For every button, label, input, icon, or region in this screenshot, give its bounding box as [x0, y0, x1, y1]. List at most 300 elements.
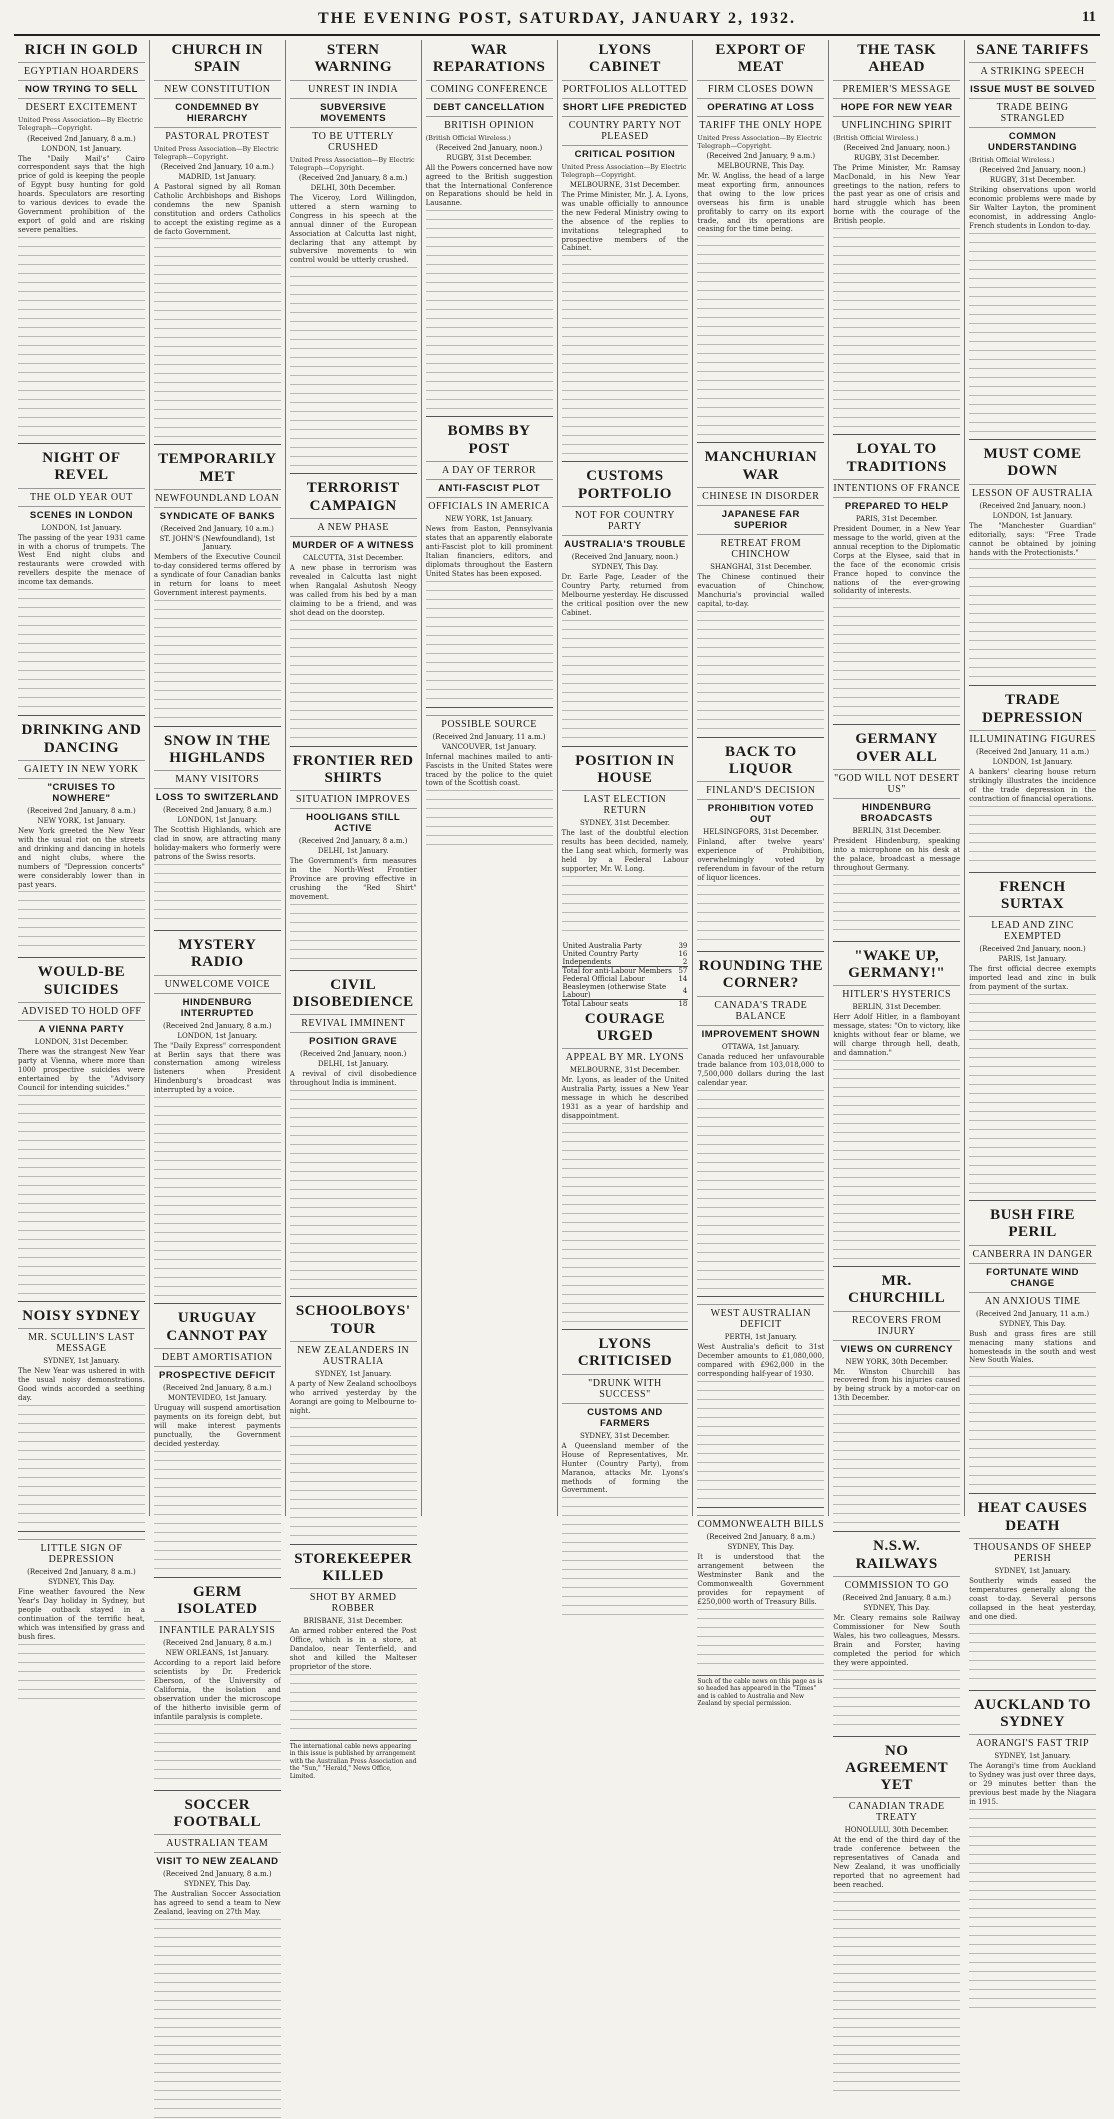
article — [154, 1790, 281, 2119]
article-text-lines — [154, 1097, 281, 1297]
article — [833, 1531, 960, 1729]
article-text-lines — [290, 1674, 417, 1734]
article-text-lines — [562, 1497, 689, 1617]
dateline: MELBOURNE, This Day. — [717, 161, 805, 170]
article-subheading: "DRUNK WITH SUCCESS" — [562, 1374, 689, 1400]
article-text-lines — [426, 790, 553, 850]
article — [697, 442, 824, 730]
received-time: (Received 2nd January, 8 a.m.) — [298, 173, 408, 182]
article-headline: SANE TARIFFS — [976, 42, 1089, 58]
dateline: PERTH, 1st January. — [724, 1333, 797, 1342]
dateline: SYDNEY, This Day. — [863, 1603, 931, 1612]
article-text-lines — [154, 864, 281, 924]
article-body: Uruguay will suspend amortisation payments on its foreign debt, but will make interest payments punctually, the Government decided yesterday. — [153, 1403, 281, 1448]
wire-credit: (British Official Wireless.) — [969, 156, 1055, 165]
article-subheading: UNREST IN INDIA — [290, 80, 417, 95]
article — [833, 1266, 960, 1525]
received-time: (Received 2nd January, noon.) — [979, 945, 1086, 954]
dateline: LONDON, 1st January. — [41, 523, 122, 532]
article-body: The Scottish Highlands, which are clad in snow, are attracting many holiday-makers who formerly were patrons of the Swiss resorts. — [153, 826, 281, 862]
article — [562, 1329, 689, 1617]
dateline: SYDNEY, 31st December. — [580, 1431, 670, 1440]
received-time: (Received 2nd January, 10 a.m.) — [160, 162, 274, 171]
table-row — [562, 942, 689, 950]
article-subheading: CRITICAL POSITION — [562, 145, 689, 160]
seat-count: 14 — [678, 974, 688, 983]
article-headline: EXPORT OF MEAT — [715, 42, 807, 76]
article — [969, 1493, 1096, 1683]
received-time: (Received 2nd January, 11 a.m.) — [976, 747, 1090, 756]
dateline: RUGBY, 31st December. — [446, 153, 532, 162]
article-headline: BOMBS BY POST — [447, 423, 531, 457]
article-text-lines — [290, 267, 417, 467]
article-subheading: INTENTIONS OF FRANCE — [833, 479, 960, 494]
received-time: (Received 2nd January, 9 a.m.) — [706, 151, 816, 160]
article-subheading: SHORT LIFE PREDICTED — [562, 98, 689, 113]
article-headline: CUSTOMS PORTFOLIO — [577, 468, 672, 502]
article-headline: MANCHURIAN WAR — [704, 449, 818, 483]
article — [290, 42, 417, 467]
received-time: (Received 2nd January, 11 a.m.) — [976, 1309, 1090, 1318]
article-headline: LYONS CRITICISED — [577, 1336, 673, 1370]
article-headline: URUGUAY CANNOT PAY — [166, 1310, 269, 1344]
article — [426, 42, 553, 410]
article — [697, 42, 824, 436]
article — [154, 1577, 281, 1784]
article-body: The "Daily Mail's" Cairo correspondent says that the high price of gold is keeping the people of Egypt busy hunting for gold hoards. Speculators are resorting to various devices to evade the Government prohibition of the export of gold and are risking severe penalties. — [18, 154, 145, 235]
article-body: Canada reduced her unfavourable trade balance from 103,018,000 to 7,500,000 dollars during the last calendar year. — [697, 1052, 825, 1088]
dateline: SYDNEY, 31st December. — [580, 819, 670, 828]
dateline: CALCUTTA, 31st December. — [303, 553, 404, 562]
received-time: (Received 2nd January, noon.) — [843, 143, 950, 152]
article-body: New York greeted the New Year with the usual riot on the streets and drinking and dancing in hotels and night clubs, where the numbers of "Depression concerts" were considerably lower than in past years. — [18, 826, 145, 889]
column-8 — [965, 40, 1100, 1807]
article-text-lines — [290, 620, 417, 740]
article-subheading: TO BE UTTERLY CRUSHED — [290, 127, 417, 153]
article-headline: STERN WARNING — [314, 42, 393, 76]
dateline: SYDNEY, 1st January. — [994, 1752, 1071, 1761]
dateline: SYDNEY, 1st January. — [43, 1356, 120, 1365]
article-body: An armed robber entered the Post Office, which is in a store, at Dandaloo, near Tenterfield, and shot and killed the Malteser proprietor of the store. — [289, 1627, 417, 1671]
article-subheading: AUSTRALIA'S TROUBLE — [562, 535, 689, 550]
article-headline: SNOW IN THE HIGHLANDS — [163, 732, 271, 766]
article-body: The passing of the year 1931 came in with a chorus of trumpets. The West End night clubs and restaurants were crowded with revellers despite the menace of income tax demands. — [18, 533, 145, 587]
article-headline: RICH IN GOLD — [24, 42, 139, 58]
article-subheading: RECOVERS FROM INJURY — [833, 1311, 960, 1337]
article-subheading: GAIETY IN NEW YORK — [18, 760, 145, 775]
article-subheading: A DAY OF TERROR — [426, 461, 553, 476]
article-headline: GERMANY OVER ALL — [855, 731, 939, 765]
column-4 — [422, 40, 558, 1516]
dateline: LONDON, 1st January. — [177, 1031, 258, 1040]
dateline: MADRID, 1st January. — [178, 172, 257, 181]
masthead — [14, 6, 1100, 36]
wire-credit: (British Official Wireless.) — [833, 133, 919, 142]
article-body: The "Manchester Guardian" editorially, says: "Free Trade cannot be obtained by joining hands with the Protectionists." — [969, 521, 1096, 557]
article — [426, 416, 553, 700]
wire-credit: United Press Association—By Electric Telegraph—Copyright. — [697, 133, 823, 150]
article-text-lines — [833, 1060, 960, 1260]
article-subheading: APPEAL BY MR. LYONS — [562, 1048, 689, 1063]
article-text-lines — [697, 1609, 824, 1669]
article-body: There was the strangest New Year party at Vienna, where more than 1000 prospective suicides were entertained by the "Advisory Council for intending suicides." — [18, 1047, 145, 1092]
article-body: The first official decree exempts imported lead and zinc in bulk from payment of the surtax. — [969, 965, 1096, 992]
article-subheading: MURDER OF A WITNESS — [290, 536, 417, 551]
dateline: OTTAWA, 1st January. — [721, 1042, 800, 1051]
dateline: PARIS, 1st January. — [998, 955, 1067, 964]
article-subheading: SITUATION IMPROVES — [290, 790, 417, 805]
article — [833, 42, 960, 428]
article — [290, 746, 417, 964]
article — [290, 1296, 417, 1537]
article-subheading: ADVISED TO HOLD OFF — [18, 1002, 145, 1017]
article — [562, 42, 689, 455]
dateline: DELHI, 1st January. — [317, 847, 389, 856]
article-subheading: HITLER'S HYSTERICS — [833, 985, 960, 1000]
article — [290, 473, 417, 739]
dateline: NEW YORK, 1st January. — [37, 816, 126, 825]
article-text-lines — [969, 1624, 1096, 1684]
article-text-lines — [969, 1809, 1096, 2009]
article-headline: THE TASK AHEAD — [857, 42, 937, 76]
article-subheading: IMPROVEMENT SHOWN — [697, 1025, 824, 1040]
article-subheading: AORANGI'S FAST TRIP — [969, 1734, 1096, 1749]
received-time: (Received 2nd January, 8 a.m.) — [163, 1021, 272, 1030]
article — [969, 1690, 1096, 2009]
article-subheading: RETREAT FROM CHINCHOW — [697, 534, 824, 560]
article-subheading: FINLAND'S DECISION — [697, 781, 824, 796]
article-subheading: "GOD WILL NOT DESERT US" — [833, 769, 960, 795]
article-subheading: VIEWS ON CURRENCY — [833, 1340, 960, 1355]
dateline: LONDON, 1st January. — [992, 511, 1073, 520]
article-text-lines — [18, 891, 145, 951]
article-text-lines — [18, 1644, 145, 1704]
article — [154, 42, 281, 438]
article-headline: LOYAL TO TRADITIONS — [846, 441, 947, 475]
article-subheading: LEAD AND ZINC EXEMPTED — [969, 916, 1096, 942]
article-text-lines — [969, 1367, 1096, 1487]
article-body: Finland, after twelve years' experience of Prohibition, overwhelmingly voted by referendum in favour of the return of liquor licences. — [697, 838, 825, 883]
article-text-lines — [290, 904, 417, 964]
article-body: The last of the doubtful election results has been decided, namely, the Lang seat which, formerly was held by a Federal Labour supporter, Mr. W. Long. — [561, 829, 689, 873]
newspaper-columns — [14, 40, 1100, 1917]
article — [562, 746, 689, 936]
dateline: HELSINGFORS, 31st December. — [703, 828, 819, 837]
article-body: Bush and grass fires are still menacing many stations and homesteads in the south and west New South Wales. — [969, 1329, 1096, 1365]
article-body: Members of the Executive Council to-day considered terms offered by a syndicate of four Canadian banks in return for loans to meet Government interest payments. — [153, 552, 281, 597]
article-body: Herr Adolf Hitler, in a flamboyant message, states: "On to victory, like knights without fear or blame, we will charge through hell, death, and damnation." — [833, 1013, 961, 1058]
article-body: President Doumer, in a New Year message to the world, given at the annual reception to the Diplomatic Corps at the Elysee, said that in the face of the economic crisis France hoped to convince the nations of the ever-growing solidarity of interests. — [833, 524, 961, 596]
article-subheading: NEW CONSTITUTION — [154, 80, 281, 95]
article — [18, 42, 145, 437]
article-subheading: SUBVERSIVE MOVEMENTS — [290, 98, 417, 124]
article-subheading: DEBT CANCELLATION — [426, 98, 553, 113]
article — [562, 1011, 689, 1323]
dateline: PARIS, 31st December. — [855, 514, 938, 523]
article-subheading: OFFICIALS IN AMERICA — [426, 497, 553, 512]
party-name: Total Labour seats — [562, 999, 678, 1008]
article-text-lines — [833, 1670, 960, 1730]
article — [697, 951, 824, 1290]
article-subheading: DEBT AMORTISATION — [154, 1348, 281, 1363]
article-text-lines — [18, 237, 145, 437]
article-subheading: CONDEMNED BY HIERARCHY — [154, 98, 281, 124]
article-subheading: HINDENBURG INTERRUPTED — [154, 993, 281, 1019]
article-body: President Hindenburg, speaking into a microphone on his desk at the palace, broadcast a message throughout Germany. — [833, 836, 961, 872]
article-text-lines — [562, 255, 689, 455]
article — [18, 1531, 145, 1704]
article — [154, 726, 281, 924]
dateline: ST. JOHN'S (Newfoundland), 1st January. — [159, 534, 275, 551]
dateline: LONDON, 31st December. — [34, 1037, 129, 1046]
dateline: SYDNEY, This Day. — [591, 562, 659, 571]
article-text-lines — [969, 233, 1096, 433]
article-subheading: SHOT BY ARMED ROBBER — [290, 1588, 417, 1614]
article-text-lines — [154, 1919, 281, 2119]
article-text-lines — [697, 611, 824, 731]
column-1 — [14, 40, 150, 1641]
received-time: (Received 2nd January, noon.) — [571, 552, 679, 561]
article-headline: NOISY SYDNEY — [22, 1307, 141, 1324]
received-time: (Received 2nd January, 8 a.m.) — [163, 1870, 272, 1879]
article-subheading: NOW TRYING TO SELL — [18, 80, 145, 95]
wire-credit: United Press Association—By Electric Telegraph—Copyright. — [153, 144, 279, 161]
article — [18, 957, 145, 1294]
article — [969, 1200, 1096, 1487]
article-subheading: WEST AUSTRALIAN DEFICIT — [697, 1304, 824, 1330]
dateline: DELHI, 30th December. — [310, 183, 396, 192]
dateline: SYDNEY, 1st January. — [994, 1566, 1071, 1575]
dateline: DELHI, 1st January. — [317, 1060, 389, 1069]
article-headline: TRADE DEPRESSION — [982, 692, 1083, 726]
article-subheading: HINDENBURG BROADCASTS — [833, 798, 960, 824]
article-headline: BUSH FIRE PERIL — [990, 1207, 1076, 1241]
article-subheading: MR. SCULLIN'S LAST MESSAGE — [18, 1328, 145, 1354]
footnote: Such of the cable news on this page as is so headed has appeared in the "Times" and is cabled to Australia and New Zealand by special permission. — [697, 1675, 824, 1708]
column-3 — [286, 40, 422, 1780]
seat-count: 39 — [678, 941, 688, 950]
article-text-lines — [18, 1405, 145, 1525]
article — [18, 715, 145, 951]
article-body: The New Year was ushered in with the usual noisy demonstrations. Good winds accorded a seething day. — [18, 1366, 145, 1402]
received-time: (Received 2nd January, 8 a.m.) — [842, 1593, 951, 1602]
article-subheading: CANADIAN TRADE TREATY — [833, 1797, 960, 1823]
dateline: LONDON, 1st January. — [992, 757, 1073, 766]
article-subheading: CUSTOMS AND FARMERS — [562, 1403, 689, 1429]
article-subheading: FORTUNATE WIND CHANGE — [969, 1263, 1096, 1289]
column-5 — [558, 40, 694, 1516]
dateline: SYDNEY, This Day. — [999, 1319, 1066, 1328]
received-time: (Received 2nd January, 10 a.m.) — [160, 524, 274, 533]
dateline: LONDON, 1st January. — [41, 144, 122, 153]
dateline: MELBOURNE, 31st December. — [569, 1066, 681, 1075]
article-headline: CIVIL DISOBEDIENCE — [292, 976, 414, 1011]
article-subheading: LESSON OF AUSTRALIA — [969, 484, 1096, 499]
article-body: The Aorangi's time from Auckland to Sydney was just over three days, or 29 minutes better than the previous best made by the Niagara in 1915. — [969, 1762, 1096, 1807]
dateline: RUGBY, 31st December. — [854, 153, 940, 162]
article-subheading: REVIVAL IMMINENT — [290, 1014, 417, 1029]
article-subheading: LAST ELECTION RETURN — [562, 790, 689, 816]
article-subheading: COMMISSION TO GO — [833, 1576, 960, 1591]
article-subheading: HOPE FOR NEW YEAR — [833, 98, 960, 113]
article-subheading: PREPARED TO HELP — [833, 497, 960, 512]
article-headline: SOCCER FOOTBALL — [173, 1796, 261, 1830]
article-subheading: COMMONWEALTH BILLS — [697, 1515, 824, 1530]
article-body: Mr. Winston Churchill has recovered from his injuries caused by being struck by a motor-car on 13th December. — [833, 1367, 961, 1403]
article-body: Mr. Cleary remains sole Railway Commissioner for New South Wales, his two colleagues, Messrs. Brain and Forster, having completed the period for which they were appointed. — [833, 1613, 961, 1667]
article-body: All the Powers concerned have now agreed to the British suggestion that the International Conference on Reparations should be held in Lausanne. — [425, 163, 553, 208]
received-time: (Received 2nd January, noon.) — [979, 166, 1086, 175]
received-time: (Received 2nd January, 8 a.m.) — [27, 1567, 136, 1576]
table-row — [562, 999, 689, 1008]
received-time: (Received 2nd January, 8 a.m.) — [163, 1639, 272, 1648]
dateline: NEW YORK, 30th December. — [845, 1357, 948, 1366]
received-time: (Received 2nd January, 8 a.m.) — [298, 837, 408, 846]
article-body: A revival of civil disobedience throughout India is imminent. — [289, 1070, 417, 1088]
article-headline: MUST COME DOWN — [983, 446, 1082, 480]
dateline: LONDON, 1st January. — [177, 816, 258, 825]
article — [290, 1544, 417, 1734]
article-headline: WOULD-BE SUICIDES — [37, 964, 126, 998]
article-text-lines — [833, 228, 960, 428]
article-headline: TERRORIST CAMPAIGN — [306, 480, 400, 514]
article — [697, 1507, 824, 1669]
column-7 — [829, 40, 965, 1890]
article-subheading: THE OLD YEAR OUT — [18, 488, 145, 503]
article-subheading: POSSIBLE SOURCE — [426, 715, 553, 730]
article-text-lines — [154, 1724, 281, 1784]
article — [18, 1301, 145, 1525]
article-subheading: PORTFOLIOS ALLOTTED — [562, 80, 689, 95]
seat-count: 57 — [678, 966, 688, 975]
article-text-lines — [833, 598, 960, 718]
article-subheading: CANADA'S TRADE BALANCE — [697, 996, 824, 1022]
article-subheading: UNWELCOME VOICE — [154, 975, 281, 990]
article-subheading: A VIENNA PARTY — [18, 1020, 145, 1035]
article-subheading: ISSUE MUST BE SOLVED — [969, 80, 1096, 95]
article-headline: FRENCH SURTAX — [999, 878, 1066, 913]
article-body: Dr. Earle Page, Leader of the Country Party, returned from Melbourne yesterday. He discussed the critical position over the new Cabinet. — [561, 572, 689, 617]
article-text-lines — [154, 1451, 281, 1571]
received-time: (Received 2nd January, 8 a.m.) — [706, 1533, 816, 1542]
article-body: The Chinese continued their evacuation of Chinchow, Manchuria's provincial walled capital, to-day. — [697, 572, 825, 608]
article-subheading: NEW ZEALANDERS IN AUSTRALIA — [290, 1341, 417, 1367]
article-text-lines — [969, 806, 1096, 866]
article-headline: MYSTERY RADIO — [178, 937, 257, 971]
article-body: Infernal machines mailed to anti-Fascists in the United States were traced by the police to the quiet town of the Scottish coast. — [425, 752, 553, 788]
dateline: NEW YORK, 1st January. — [445, 514, 533, 523]
seat-count: 18 — [678, 999, 688, 1008]
article-text-lines — [154, 600, 281, 720]
article-text-lines — [562, 620, 689, 740]
article-headline: AUCKLAND TO SYDNEY — [974, 1696, 1092, 1730]
column-6 — [693, 40, 829, 1708]
article-headline: LYONS CABINET — [589, 42, 661, 76]
article-headline: N.S.W. RAILWAYS — [855, 1538, 938, 1572]
party-name: Total for anti-Labour Members — [562, 966, 678, 975]
party-name: United Country Party — [562, 949, 639, 958]
article-text-lines — [562, 1123, 689, 1323]
dateline: SYDNEY, This Day. — [48, 1577, 115, 1586]
article-text-lines — [562, 876, 689, 936]
article-body: The Prime Minister, Mr. J. A. Lyons, was unable officially to announce the new Federal Ministry owing to the absence of the replies to invitations telegraphed to prospective members of the Cabinet. — [561, 190, 689, 253]
article-subheading: COUNTRY PARTY NOT PLEASED — [562, 116, 689, 142]
received-time: (Received 2nd January, noon.) — [435, 143, 543, 152]
article-headline: GERM ISOLATED — [177, 1583, 258, 1617]
article-subheading: SYNDICATE OF BANKS — [154, 507, 281, 522]
article-headline: COURAGE URGED — [584, 1010, 666, 1045]
article-subheading: FIRM CLOSES DOWN — [697, 80, 824, 95]
article-headline: SCHOOLBOYS' TOUR — [295, 1303, 411, 1337]
dateline: MONTEVIDEO, 1st January. — [167, 1393, 267, 1402]
article-subheading: NOT FOR COUNTRY PARTY — [562, 506, 689, 532]
article-body: According to a report laid before scientists by Dr. Frederick Eberson, of the University of California, the isolation and observation under the microscope of the hitherto invisible germ of infantile paralysis is complete. — [153, 1659, 281, 1721]
article-subheading: ANTI-FASCIST PLOT — [426, 479, 553, 494]
article-subheading: HOOLIGANS STILL ACTIVE — [290, 808, 417, 834]
article-subheading: PREMIER'S MESSAGE — [833, 80, 960, 95]
article-subheading: AN ANXIOUS TIME — [969, 1292, 1096, 1307]
article-body: At the end of the third day of the trade conference between the representatives of Canada and New Zealand, it was unofficially reported that no agreement had been reached. — [833, 1836, 961, 1890]
dateline: RUGBY, 31st December. — [989, 176, 1076, 185]
received-time: (Received 2nd January, noon.) — [979, 501, 1086, 510]
article-subheading: PASTORAL PROTEST — [154, 127, 281, 142]
article-headline: DRINKING AND DANCING — [21, 722, 142, 756]
dateline: BERLIN, 31st December. — [852, 1003, 941, 1012]
article-body: The "Daily Express" correspondent at Berlin says that there was consternation among wireless listeners when President Hindenburg's broadcast was interrupted by a voice. — [153, 1041, 281, 1095]
article-subheading: UNFLINCHING SPIRIT — [833, 116, 960, 131]
article-subheading: OPERATING AT LOSS — [697, 98, 824, 113]
article — [833, 724, 960, 934]
article-headline: CHURCH IN SPAIN — [171, 42, 264, 76]
article-headline: HEAT CAUSES DEATH — [977, 1500, 1088, 1534]
article — [18, 443, 145, 709]
article-subheading: BRITISH OPINION — [426, 116, 553, 131]
received-time: (Received 2nd January, 8 a.m.) — [27, 806, 136, 815]
article — [290, 970, 417, 1290]
article-headline: WAR REPARATIONS — [432, 42, 546, 76]
article-body: Mr. W. Angliss, the head of a large meat exporting firm, announces that owing to the low prices overseas his firm is unable profitably to carry on its export trade, and its operations are ceasing for the time being. — [697, 171, 825, 234]
article-body: A Queensland member of the House of Representatives, Mr. Hunter (Country Party), from Maranoa, attacks Mr. Lyons's methods of forming the Government. — [561, 1441, 689, 1495]
article-text-lines — [18, 1095, 145, 1295]
party-name: United Australia Party — [562, 941, 642, 950]
article-subheading: PROHIBITION VOTED OUT — [697, 799, 824, 825]
article-text-lines — [833, 1405, 960, 1525]
wire-credit: United Press Association—By Electric Telegraph—Copyright. — [289, 155, 415, 172]
article-headline: POSITION IN HOUSE — [575, 752, 675, 786]
table-row — [562, 958, 689, 967]
article-text-lines — [697, 885, 824, 945]
article — [969, 872, 1096, 1194]
article-headline: STOREKEEPER KILLED — [294, 1550, 413, 1584]
article-subheading: LITTLE SIGN OF DEPRESSION — [18, 1539, 145, 1565]
article-body: West Australia's deficit to 31st December amounts to £1,080,000, compared with £962,000 in the corresponding half-year of 1930. — [697, 1343, 825, 1379]
article-headline: NIGHT OF REVEL — [42, 450, 121, 484]
article — [697, 1296, 824, 1501]
article-headline: ROUNDING THE CORNER? — [698, 958, 824, 992]
article-subheading: INFANTILE PARALYSIS — [154, 1621, 281, 1636]
article-text-lines — [426, 581, 553, 701]
article-text-lines — [154, 238, 281, 438]
article-subheading: ILLUMINATING FIGURES — [969, 730, 1096, 745]
table-row — [562, 975, 689, 983]
election-results-table — [562, 942, 689, 1008]
article-headline: BACK TO LIQUOR — [724, 743, 797, 777]
article-body: It is understood that the arrangement between the Westminster Bank and the Commonwealth Government provides for repayment of £250,000 worth of Treasury Bills. — [697, 1553, 825, 1606]
received-time: (Received 2nd January, noon.) — [300, 1050, 407, 1059]
article — [154, 444, 281, 719]
dateline: HONOLULU, 30th December. — [844, 1826, 949, 1835]
article-subheading: POSITION GRAVE — [290, 1032, 417, 1047]
